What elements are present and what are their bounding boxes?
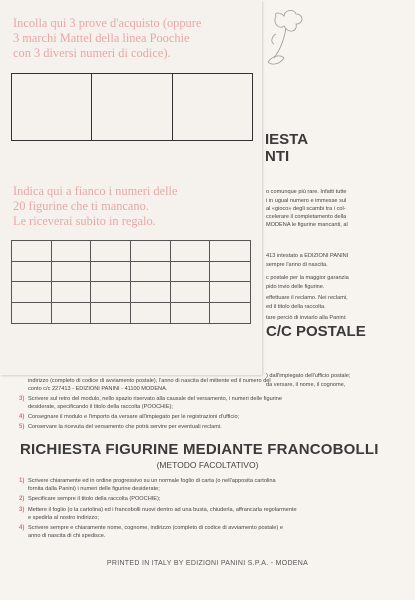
franco-item-3-num: 3) [19, 507, 25, 513]
grid-cell[interactable] [171, 282, 211, 303]
franco-subtitle: (METODO FACOLTATIVO) [156, 460, 259, 470]
grid-cell[interactable] [210, 262, 250, 283]
missing-stickers-instructions: Indica qui a fianco i numeri delle 20 figurine che ti mancano. Le riceverai subito in regalo. [13, 184, 178, 228]
ccp-item-3: Scrivere sul retro del modulo, nello spazio riservato alla causale del versamento, i numeri delle figurine desiderate, specificando il titolo della raccolta (POOCHIE); [28, 396, 283, 410]
grid-cell[interactable] [52, 303, 92, 324]
proof-box-1[interactable] [12, 74, 92, 140]
coupon-card [0, 0, 262, 375]
heading-cc-postale: C/C POSTALE [266, 323, 366, 340]
franco-item-2-num: 2) [19, 496, 25, 502]
grid-cell[interactable] [210, 282, 250, 303]
grid-cell[interactable] [171, 262, 211, 283]
grid-cell[interactable] [12, 262, 52, 283]
grid-cell[interactable] [91, 303, 131, 324]
back-para-3: c postale per la maggior garanzia pido invio delle figurine. [266, 275, 349, 290]
back-para-5: tare perciò di inviarlo alla Panini: [266, 315, 347, 322]
grid-cell[interactable] [131, 303, 171, 324]
franco-item-1: Scrivere chiaramente ed in ordine progressivo su un normale foglio di carta (o nell'apposita cartolina fornita dalla Panini) i numeri delle figurine desiderate; [28, 478, 276, 492]
franco-item-4: Scrivere sempre e chiaramente nome, cognome, indirizzo (completo di codice di avviamento postale) e anno di nascita di chi spedisce. [28, 525, 283, 539]
franco-title: RICHIESTA FIGURINE MEDIANTE FRANCOBOLLI [20, 441, 379, 458]
grid-cell[interactable] [52, 241, 92, 262]
grid-cell[interactable] [91, 282, 131, 303]
ccp-line-0b: conto c/c 227413 - EDIZIONI PANINI - 41100 MODENA. [28, 386, 168, 392]
ccp-line-0: indirizzo (completo di codice di avviamento postale), l'anno di nascita del mittente ed il numero del [28, 378, 271, 384]
ccp-item-4: Consegnare il modulo e l'importo da versare all'impiegato per le registrazioni d'ufficio; [28, 414, 240, 420]
grid-cell[interactable] [91, 262, 131, 283]
grid-cell[interactable] [171, 241, 211, 262]
grid-cell[interactable] [91, 241, 131, 262]
heading-richiesta-b: NTI [265, 148, 290, 165]
grid-cell[interactable] [52, 262, 92, 283]
grid-cell[interactable] [171, 303, 211, 324]
grid-cell[interactable] [12, 303, 52, 324]
franco-item-2: Specificare sempre il titolo della raccolta (POOCHIE); [28, 496, 161, 502]
ccp-item-5-num: 5) [19, 424, 25, 430]
sticker-number-grid[interactable] [11, 240, 251, 324]
grid-cell[interactable] [131, 262, 171, 283]
proof-instructions: Incolla qui 3 prove d'acquisto (oppure 3 marchi Mattel della linea Poochie con 3 diversi numeri di codice). [13, 16, 202, 60]
grid-cell[interactable] [131, 282, 171, 303]
back-para-2: 413 intestato a EDIZIONI PANINI sempre l'anno di nascita. [266, 253, 349, 268]
proof-box-2[interactable] [92, 74, 172, 140]
franco-item-3: Mettere il foglio (o la cartolina) ed i francobolli nuovi dentro ad una busta, chiuderla, affrancarla regolarmente e spedirla al nostro indirizzo; [28, 507, 297, 521]
grid-cell[interactable] [210, 303, 250, 324]
grid-cell[interactable] [210, 241, 250, 262]
grid-cell[interactable] [52, 282, 92, 303]
back-para-1: o comunque più rare. Infatti tutte i in ugual numero e immesse sul al «gioco» degli scambi tra i col- ccelerare il completamento della MODENA le figurine mancanti, al [266, 189, 348, 229]
flower-illustration [262, 10, 308, 70]
franco-item-1-num: 1) [19, 478, 25, 484]
grid-cell[interactable] [12, 282, 52, 303]
back-para-4: effettuare il reclamo. Nei reclami, ed il titolo della raccolta. [266, 295, 348, 310]
proof-of-purchase-boxes[interactable] [11, 73, 253, 141]
footer-printed: PRINTED IN ITALY BY EDIZIONI PANINI S.P.A. - MODENA [106, 560, 309, 567]
proof-box-3[interactable] [173, 74, 252, 140]
ccp-item-5: Conservare la ricevuta del versamento che potrà servire per eventuali reclami. [28, 424, 222, 430]
franco-item-4-num: 4) [19, 525, 25, 531]
back-para-6: ) dall'impiegato dell'ufficio postale; da versare, il nome, il cognome, [266, 373, 351, 388]
ccp-item-3-num: 3) [19, 396, 25, 402]
grid-cell[interactable] [131, 241, 171, 262]
heading-richiesta: IESTA [265, 131, 309, 148]
ccp-item-4-num: 4) [19, 414, 25, 420]
grid-cell[interactable] [12, 241, 52, 262]
